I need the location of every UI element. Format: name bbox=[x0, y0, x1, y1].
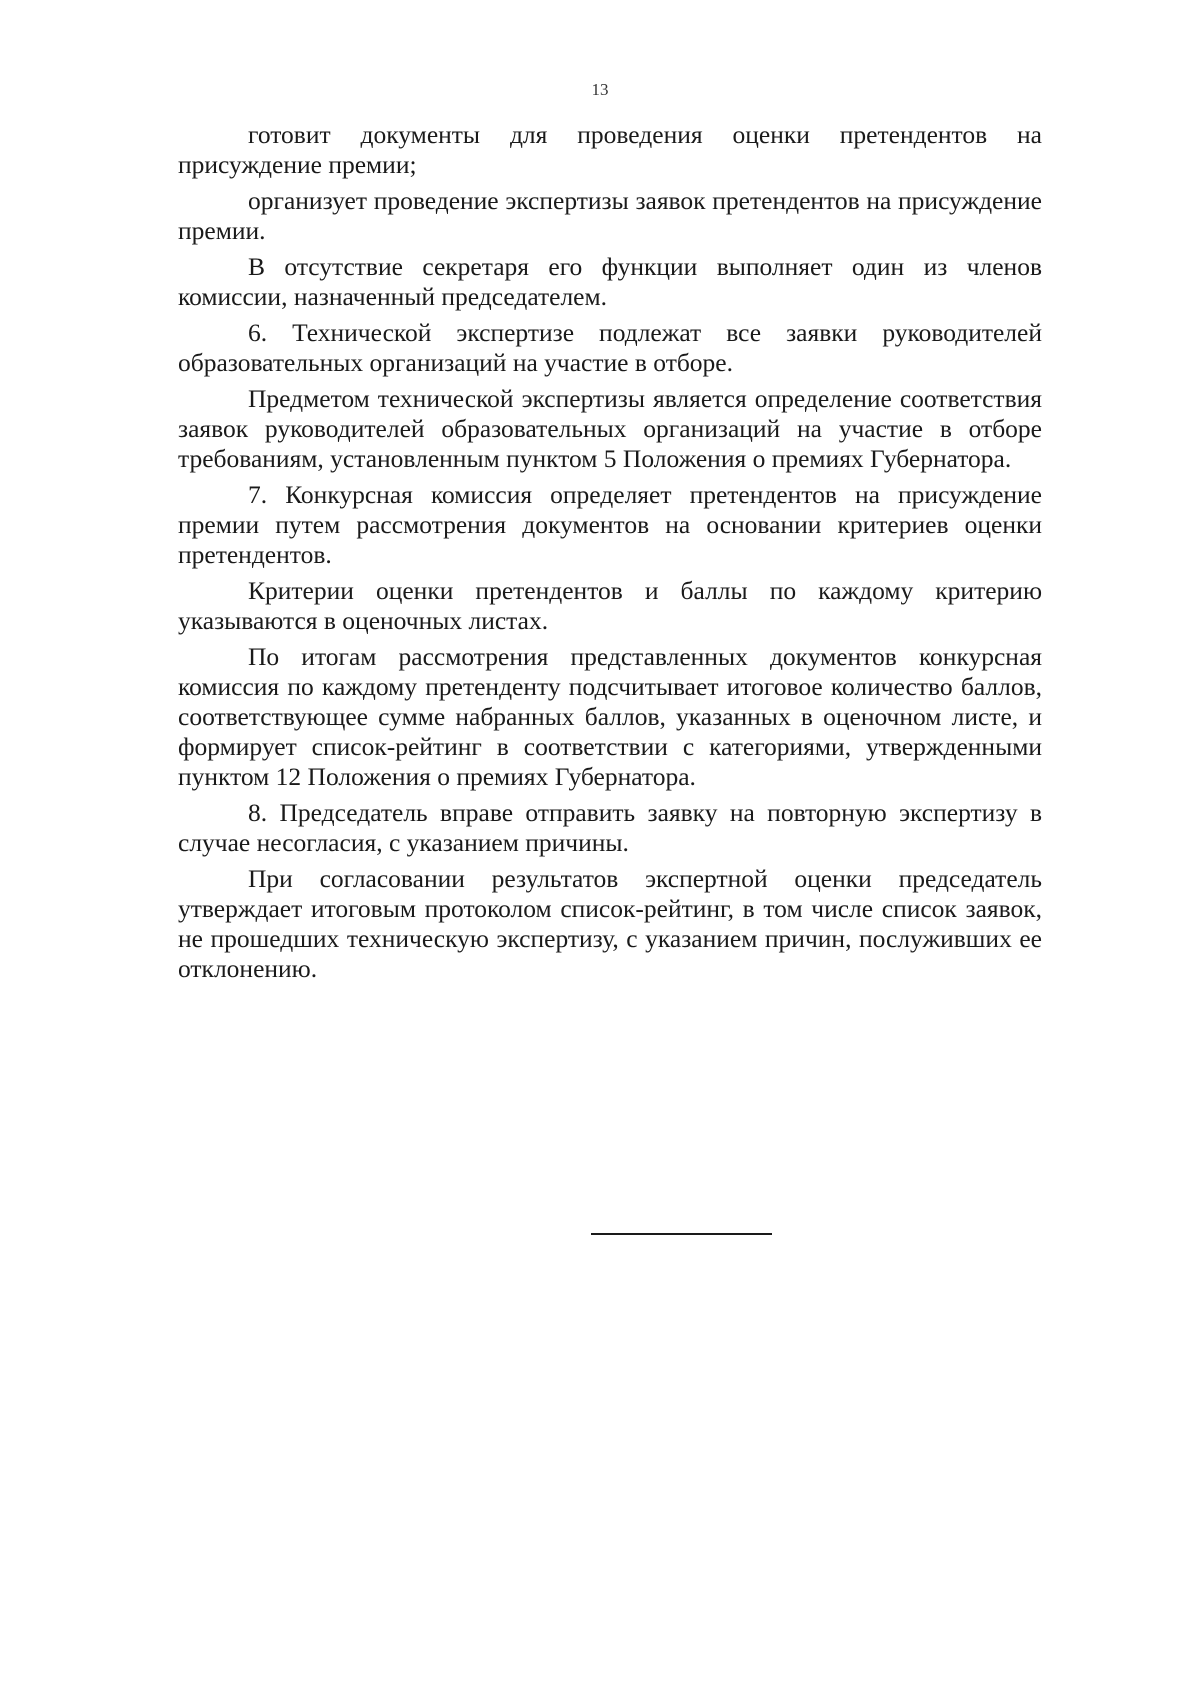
paragraph-technical-expertise-subject: Предметом технической экспертизы является определение соответствия заявок руководителей образовательных организаций на участие в отборе требованиям, установленным пунктом 5 Положения о премиях Губернатора. bbox=[178, 384, 1042, 473]
paragraph-approval-protocol: При согласовании результатов экспертной оценки председатель утверждает итоговым протоколом список-рейтинг, в том числе список заявок, не прошедших техническую экспертизу, с указанием причин, послуживших ее отклонению. bbox=[178, 864, 1042, 983]
paragraph-prepares-documents: готовит документы для проведения оценки претендентов на присуждение премии; bbox=[178, 120, 1042, 179]
paragraph-item-6: 6. Технической экспертизе подлежат все заявки руководителей образовательных организаций на участие в отборе. bbox=[178, 318, 1042, 377]
paragraph-results-rating: По итогам рассмотрения представленных документов конкурсная комиссия по каждому претенденту подсчитывает итоговое количество баллов, соответствующее сумме набранных баллов, указанных в оценочном листе, и формирует список-рейтинг в соответствии с категориями, утвержденными пунктом 12 Положения о премиях Губернатора. bbox=[178, 642, 1042, 791]
paragraph-item-8: 8. Председатель вправе отправить заявку на повторную экспертизу в случае несогласия, с указанием причины. bbox=[178, 798, 1042, 857]
paragraph-secretary-absence: В отсутствие секретаря его функции выполняет один из членов комиссии, назначенный председателем. bbox=[178, 252, 1042, 311]
paragraph-organizes-expertise: организует проведение экспертизы заявок претендентов на присуждение премии. bbox=[178, 186, 1042, 245]
paragraph-criteria: Критерии оценки претендентов и баллы по каждому критерию указываются в оценочных листах. bbox=[178, 576, 1042, 635]
document-body bbox=[178, 120, 1042, 990]
end-of-document-rule bbox=[591, 1233, 772, 1235]
paragraph-item-7: 7. Конкурсная комиссия определяет претендентов на присуждение премии путем рассмотрения документов на основании критериев оценки претендентов. bbox=[178, 480, 1042, 569]
page-number: 13 bbox=[591, 80, 609, 99]
